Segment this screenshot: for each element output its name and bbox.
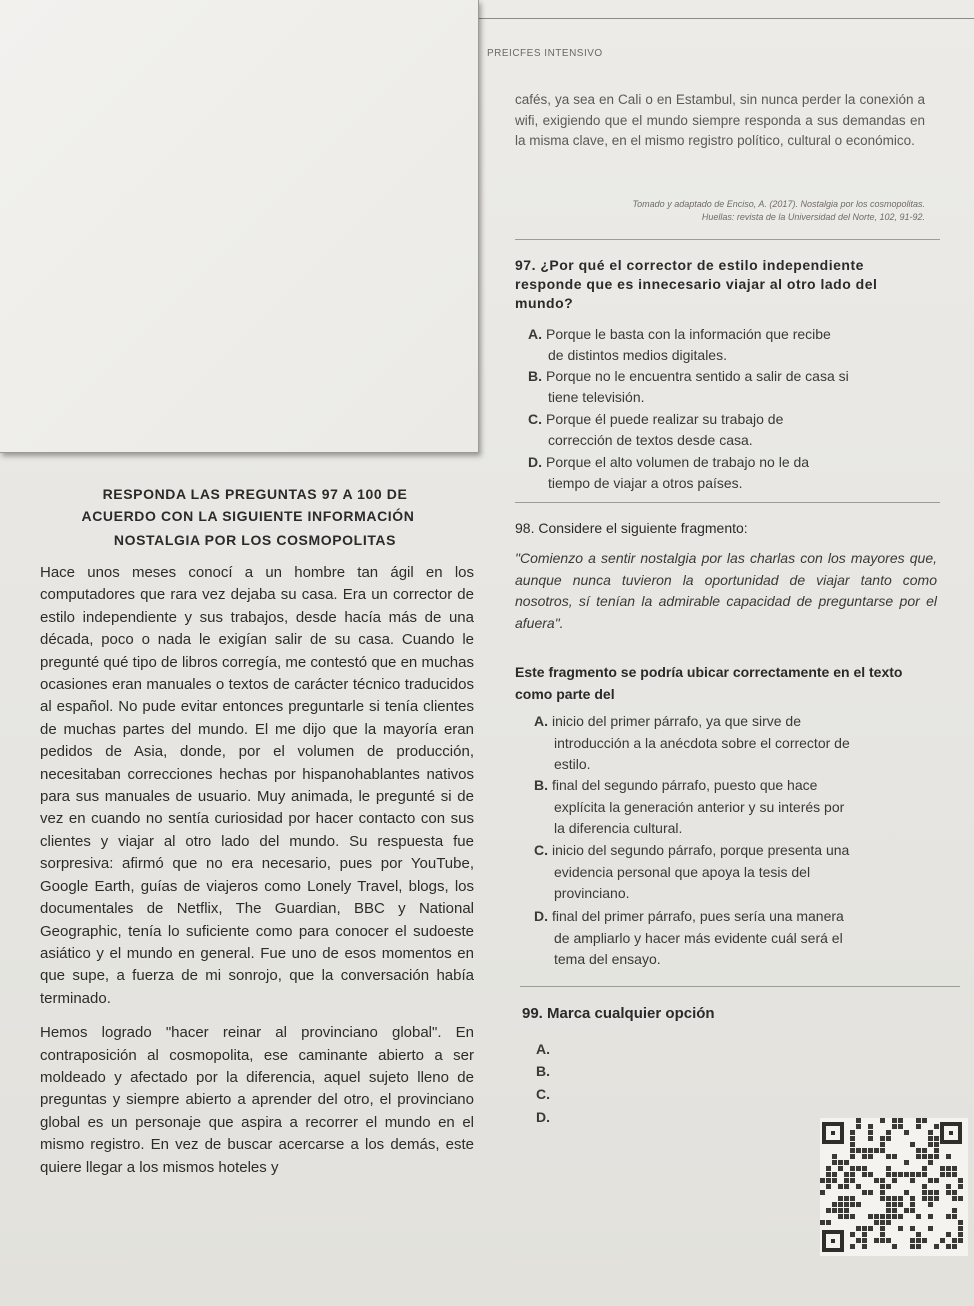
qr-module	[838, 1202, 843, 1207]
qr-module	[880, 1178, 885, 1183]
qr-module	[946, 1214, 951, 1219]
qr-module	[922, 1148, 927, 1153]
qr-module	[946, 1232, 951, 1237]
qr-module	[904, 1160, 909, 1165]
qr-module	[826, 1178, 831, 1183]
qr-module	[868, 1136, 873, 1141]
qr-module	[826, 1220, 831, 1225]
q99-title: 99. Marca cualquier opción	[522, 1005, 715, 1022]
qr-module	[880, 1196, 885, 1201]
qr-module	[886, 1184, 891, 1189]
qr-module	[862, 1226, 867, 1231]
qr-module	[898, 1172, 903, 1177]
q98-option-a[interactable]	[534, 711, 954, 776]
q98-option-d-line1: final del primer párrafo, pues sería una manera	[552, 908, 844, 924]
q98-option-a-line1: inicio del primer párrafo, ya que sirve de	[552, 713, 802, 729]
qr-module	[886, 1202, 891, 1207]
qr-module	[898, 1214, 903, 1219]
q98-option-c[interactable]	[534, 840, 959, 905]
qr-module	[946, 1184, 951, 1189]
qr-module	[916, 1214, 921, 1219]
qr-module	[916, 1118, 921, 1123]
qr-module	[916, 1148, 921, 1153]
qr-module	[952, 1166, 957, 1171]
q98-option-c-line2: evidencia personal que apoya la tesis del	[554, 863, 811, 880]
q98-option-b[interactable]	[534, 775, 954, 840]
qr-module	[958, 1220, 963, 1225]
instruction-line-1: RESPONDA LAS PREGUNTAS 97 A 100 DE	[102, 486, 408, 502]
q97-option-a-letter: A.	[528, 326, 542, 342]
qr-module	[880, 1238, 885, 1243]
qr-module	[862, 1244, 867, 1249]
qr-module	[898, 1226, 903, 1231]
qr-module	[844, 1202, 849, 1207]
qr-module	[940, 1166, 945, 1171]
qr-module	[832, 1202, 837, 1207]
qr-module	[856, 1118, 861, 1123]
q98-option-c-letter: C.	[534, 842, 548, 858]
qr-module	[928, 1178, 933, 1183]
q97-title: 97. ¿Por qué el corrector de estilo independiente responde que es innecesario viajar al otro lado del mundo?	[515, 257, 878, 311]
qr-module	[898, 1124, 903, 1129]
qr-module	[862, 1190, 867, 1195]
qr-module	[916, 1172, 921, 1177]
qr-module	[826, 1208, 831, 1213]
qr-module	[850, 1136, 855, 1141]
qr-module	[862, 1154, 867, 1159]
qr-module	[862, 1172, 867, 1177]
q98-option-b-line2: explícita la generación anterior y su interés por	[554, 798, 845, 815]
source-citation-1: Tomado y adaptado de Enciso, A. (2017). Nostalgia por los cosmopolitas.	[632, 199, 925, 209]
qr-module	[934, 1142, 939, 1147]
qr-module	[886, 1172, 891, 1177]
qr-finder-bottom-left	[822, 1230, 844, 1252]
qr-module	[892, 1118, 897, 1123]
qr-module	[844, 1172, 849, 1177]
qr-module	[898, 1202, 903, 1207]
qr-module	[880, 1136, 885, 1141]
qr-module	[928, 1160, 933, 1165]
qr-module	[910, 1196, 915, 1201]
q98-option-c-line3: provinciano.	[554, 885, 630, 901]
qr-module	[958, 1226, 963, 1231]
qr-module	[844, 1214, 849, 1219]
qr-module	[844, 1160, 849, 1165]
q98-option-b-line1: final del segundo párrafo, puesto que hace	[552, 777, 818, 793]
qr-finder-top-left	[822, 1122, 844, 1144]
qr-module	[856, 1202, 861, 1207]
q97-option-d[interactable]	[528, 452, 938, 493]
qr-module	[922, 1118, 927, 1123]
qr-module	[886, 1130, 891, 1135]
qr-module	[922, 1154, 927, 1159]
divider-q97	[515, 239, 940, 240]
qr-module	[886, 1154, 891, 1159]
qr-module	[838, 1214, 843, 1219]
qr-module	[952, 1244, 957, 1249]
qr-module	[826, 1166, 831, 1171]
qr-module	[916, 1238, 921, 1243]
qr-module	[934, 1190, 939, 1195]
qr-module	[880, 1220, 885, 1225]
qr-module	[928, 1142, 933, 1147]
qr-module	[916, 1124, 921, 1129]
q98-option-b-line3: la diferencia cultural.	[554, 820, 683, 836]
q98-option-d-letter: D.	[534, 908, 548, 924]
qr-module	[904, 1130, 909, 1135]
qr-module	[910, 1172, 915, 1177]
qr-module	[958, 1184, 963, 1189]
qr-module	[862, 1232, 867, 1237]
qr-module	[880, 1190, 885, 1195]
divider-q98	[515, 502, 940, 503]
qr-module	[892, 1214, 897, 1219]
qr-module	[928, 1154, 933, 1159]
qr-module	[922, 1196, 927, 1201]
qr-module	[880, 1148, 885, 1153]
qr-module	[922, 1190, 927, 1195]
qr-module	[880, 1214, 885, 1219]
qr-module	[958, 1196, 963, 1201]
qr-module	[922, 1238, 927, 1243]
qr-module	[928, 1196, 933, 1201]
q97-option-c-letter: C.	[528, 411, 542, 427]
qr-code-icon	[820, 1118, 968, 1256]
qr-module	[850, 1154, 855, 1159]
q97-option-a-line1: Porque le basta con la información que recibe	[546, 326, 831, 342]
qr-module	[934, 1196, 939, 1201]
qr-module	[874, 1220, 879, 1225]
qr-module	[904, 1172, 909, 1177]
reading-paragraph-2: Hemos logrado "hacer reinar al provinciano global". En contraposición al cosmopolita, ese caminante abierto a ser moldeado y afectado por la diferencia, aquel sujeto lleno de preguntas y siempre abierto a aprender del otro, el provinciano global es un personaje que aspira a recorrer el mundo en el mismo registro. En vez de buscar acercarse a los demás, este quiere llegar a los mismos hoteles y	[40, 1024, 474, 1176]
qr-module	[868, 1190, 873, 1195]
qr-module	[892, 1124, 897, 1129]
qr-module	[934, 1136, 939, 1141]
qr-module	[928, 1202, 933, 1207]
qr-module	[850, 1196, 855, 1201]
qr-module	[922, 1172, 927, 1177]
q97-option-c-line1: Porque él puede realizar su trabajo de	[546, 411, 784, 427]
qr-module	[868, 1154, 873, 1159]
qr-module	[958, 1178, 963, 1183]
qr-module	[832, 1172, 837, 1177]
qr-module	[892, 1202, 897, 1207]
qr-module	[922, 1166, 927, 1171]
q97-option-c-line2: corrección de textos desde casa.	[548, 431, 753, 448]
q98-option-d-line3: tema del ensayo.	[554, 951, 661, 967]
reading-paragraph-1: Hace unos meses conocí a un hombre tan ágil en los computadores que rara vez dejaba su casa. Era un corrector de estilo independiente y sus trabajos, desde hacía más de una década, poco o nada le exigían salir de su casa. Cuando le pregunté qué tipo de libros corregía, me contestó que en muchas ocasiones eran manuales o textos de carácter técnico traducidos al español. No pude evitar entonces preguntarle si tenía clientes de muchas partes del mundo. El me dijo que la mayoría eran pedidos de Asia, donde, por el volumen de producción, necesitaban correcciones hechas por hispanohablantes nativos para sus manuales de usuario. Muy animada, le pregunté si de vez en cuando no sentía curiosidad por hacer contacto con sus clientes y viajar al otro lado del mundo. Su respuesta fue sorpresiva: afirmó que no era necesario, pues por YouTube, Google Earth, guías de viajeros como Lonely Travel, blogs, los documentales de Netflix, The Guardian, BBC y National Geographic, tenía lo suficiente como para conocer el sudoeste asiático y el mundo en general. Fue uno de esos momentos en que supe, a fuerza de mi sonrojo, que la conversación había terminado.	[40, 564, 474, 1007]
q98-intro: 98. Considere el siguiente fragmento:	[515, 520, 748, 536]
q97-option-a[interactable]	[528, 324, 938, 365]
qr-module	[874, 1214, 879, 1219]
qr-module	[826, 1172, 831, 1177]
reading-title: NOSTALGIA POR LOS COSMOPOLITAS	[113, 532, 397, 548]
qr-module	[946, 1244, 951, 1249]
qr-module	[856, 1148, 861, 1153]
qr-module	[892, 1196, 897, 1201]
qr-module	[832, 1160, 837, 1165]
qr-module	[850, 1178, 855, 1183]
qr-module	[874, 1238, 879, 1243]
qr-module	[892, 1178, 897, 1183]
qr-module	[850, 1202, 855, 1207]
qr-module	[868, 1214, 873, 1219]
qr-module	[928, 1226, 933, 1231]
qr-module	[892, 1154, 897, 1159]
qr-module	[862, 1238, 867, 1243]
qr-module	[886, 1196, 891, 1201]
qr-module	[916, 1154, 921, 1159]
q98-fragment: "Comienzo a sentir nostalgia por las charlas con los mayores que, aunque nunca tuvieron la oportunidad de viajar tanto como nosotros, sí tenían la admirable capacidad de preguntarse por el afuera".	[515, 550, 937, 631]
qr-module	[934, 1154, 939, 1159]
qr-module	[820, 1190, 825, 1195]
q97-option-a-line2: de distintos medios digitales.	[548, 346, 727, 363]
qr-module	[868, 1226, 873, 1231]
qr-module	[850, 1172, 855, 1177]
qr-module	[940, 1172, 945, 1177]
qr-module	[946, 1172, 951, 1177]
q98-option-c-line1: inicio del segundo párrafo, porque presenta una	[552, 842, 850, 858]
qr-module	[910, 1142, 915, 1147]
qr-module	[928, 1214, 933, 1219]
qr-module	[952, 1190, 957, 1195]
qr-module	[928, 1136, 933, 1141]
qr-module	[868, 1148, 873, 1153]
q98-option-a-line3: estilo.	[554, 756, 591, 772]
qr-module	[934, 1244, 939, 1249]
qr-module	[898, 1196, 903, 1201]
qr-module	[844, 1196, 849, 1201]
qr-module	[880, 1232, 885, 1237]
qr-module	[856, 1124, 861, 1129]
divider-q99	[520, 986, 960, 987]
q97-option-b[interactable]	[528, 366, 948, 407]
qr-module	[952, 1208, 957, 1213]
q97-option-b-line2: tiene televisión.	[548, 388, 645, 405]
top-divider	[478, 18, 974, 19]
qr-module	[946, 1154, 951, 1159]
qr-module	[886, 1220, 891, 1225]
qr-module	[910, 1178, 915, 1183]
qr-module	[910, 1244, 915, 1249]
qr-module	[886, 1238, 891, 1243]
qr-module	[928, 1190, 933, 1195]
passage-ending: cafés, ya sea en Cali o en Estambul, sin nunca perder la conexión a wifi, exigiendo que el mundo siempre responda a sus demandas en la misma clave, en el mismo registro político, cultural o económico.	[515, 92, 925, 148]
qr-module	[886, 1136, 891, 1141]
qr-module	[844, 1178, 849, 1183]
qr-module	[934, 1178, 939, 1183]
qr-module	[850, 1130, 855, 1135]
header-label: PREICFES INTENSIVO	[487, 48, 603, 59]
qr-module	[844, 1208, 849, 1213]
qr-module	[952, 1172, 957, 1177]
q97-option-b-letter: B.	[528, 368, 542, 384]
q98-option-d-line2: de ampliarlo y hacer más evidente cuál será el	[554, 929, 843, 946]
qr-module	[910, 1226, 915, 1231]
q98-question: Este fragmento se podría ubicar correctamente en el texto como parte del	[515, 664, 903, 702]
qr-module	[910, 1238, 915, 1243]
qr-module	[952, 1214, 957, 1219]
qr-module	[868, 1124, 873, 1129]
qr-module	[850, 1244, 855, 1249]
qr-module	[886, 1166, 891, 1171]
qr-module	[892, 1172, 897, 1177]
qr-module	[874, 1178, 879, 1183]
overlapping-sheet	[0, 0, 479, 453]
qr-module	[904, 1190, 909, 1195]
qr-module	[850, 1232, 855, 1237]
qr-finder-top-right	[940, 1122, 962, 1144]
qr-module	[850, 1142, 855, 1147]
source-citation-2: Huellas: revista de la Universidad del Norte, 102, 91-92.	[701, 212, 925, 222]
q98-option-a-line2: introducción a la anécdota sobre el corrector de	[554, 734, 850, 751]
qr-module	[838, 1196, 843, 1201]
qr-module	[916, 1232, 921, 1237]
qr-module	[856, 1166, 861, 1171]
qr-module	[892, 1208, 897, 1213]
qr-module	[844, 1184, 849, 1189]
qr-module	[898, 1118, 903, 1123]
q98-option-d[interactable]	[534, 906, 959, 971]
qr-module	[880, 1118, 885, 1123]
q97-option-c[interactable]	[528, 409, 938, 450]
qr-module	[892, 1244, 897, 1249]
qr-module	[868, 1172, 873, 1177]
qr-module	[838, 1166, 843, 1171]
q99-option-a[interactable]: A.	[536, 1041, 550, 1057]
qr-module	[946, 1166, 951, 1171]
q97-option-d-letter: D.	[528, 454, 542, 470]
qr-module	[862, 1166, 867, 1171]
qr-module	[880, 1142, 885, 1147]
qr-module	[850, 1166, 855, 1171]
qr-module	[958, 1232, 963, 1237]
qr-module	[904, 1208, 909, 1213]
qr-module	[838, 1208, 843, 1213]
qr-module	[886, 1208, 891, 1213]
qr-module	[922, 1184, 927, 1189]
qr-module	[958, 1238, 963, 1243]
q99-option-c[interactable]: C.	[536, 1086, 550, 1102]
qr-module	[832, 1154, 837, 1159]
qr-module	[826, 1184, 831, 1189]
qr-module	[946, 1190, 951, 1195]
q97-option-d-line2: tiempo de viajar a otros países.	[548, 474, 743, 491]
instruction-line-2: ACUERDO CON LA SIGUIENTE INFORMACIÓN	[81, 508, 415, 524]
reading-body	[40, 562, 474, 1179]
qr-module	[910, 1202, 915, 1207]
qr-module	[820, 1220, 825, 1225]
qr-module	[838, 1160, 843, 1165]
qr-module	[832, 1208, 837, 1213]
qr-module	[952, 1238, 957, 1243]
qr-module	[952, 1196, 957, 1201]
qr-module	[868, 1130, 873, 1135]
qr-module	[928, 1130, 933, 1135]
qr-module	[850, 1148, 855, 1153]
qr-module	[832, 1178, 837, 1183]
qr-module	[934, 1148, 939, 1153]
qr-module	[886, 1214, 891, 1219]
qr-module	[850, 1214, 855, 1219]
qr-module	[862, 1148, 867, 1153]
qr-module	[940, 1238, 945, 1243]
q97-option-b-line1: Porque no le encuentra sentido a salir de casa si	[546, 368, 849, 384]
qr-module	[880, 1184, 885, 1189]
qr-module	[916, 1244, 921, 1249]
q98-option-b-letter: B.	[534, 777, 548, 793]
qr-module	[820, 1178, 825, 1183]
q99-option-d[interactable]: D.	[536, 1109, 550, 1125]
qr-module	[874, 1148, 879, 1153]
q99-option-b[interactable]: B.	[536, 1063, 550, 1079]
qr-module	[910, 1208, 915, 1213]
q98-option-a-letter: A.	[534, 713, 548, 729]
qr-module	[856, 1226, 861, 1231]
q97-option-d-line1: Porque el alto volumen de trabajo no le da	[546, 454, 810, 470]
qr-module	[838, 1184, 843, 1189]
qr-module	[880, 1226, 885, 1231]
qr-module	[934, 1124, 939, 1129]
qr-module	[856, 1184, 861, 1189]
qr-module	[856, 1238, 861, 1243]
